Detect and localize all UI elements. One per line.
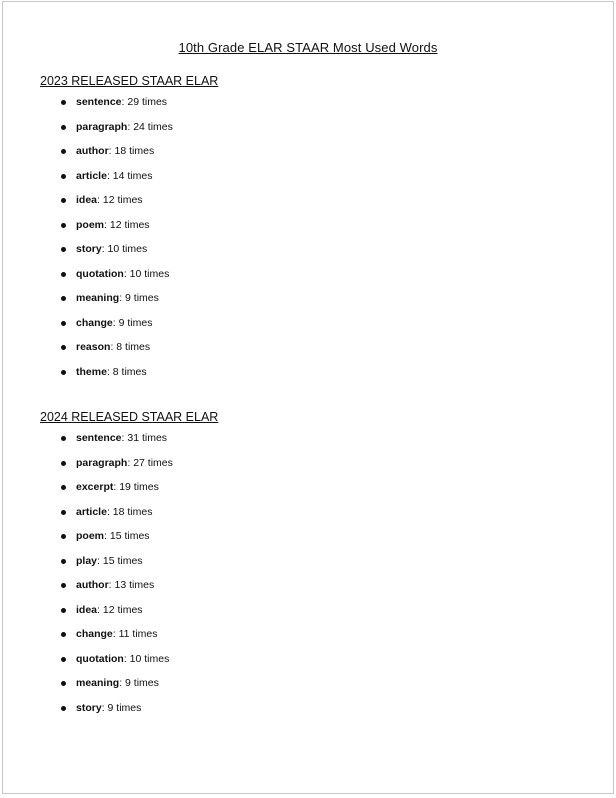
- bullet-icon: [61, 174, 66, 179]
- word-count: : 9 times: [119, 677, 159, 689]
- list-item: [40, 364, 580, 389]
- bullet-icon: [61, 436, 66, 441]
- word-label: play: [76, 554, 98, 567]
- document-title: 10th Grade ELAR STAAR Most Used Words: [178, 40, 438, 55]
- list-item: [40, 266, 580, 291]
- word-count: : 10 times: [101, 243, 148, 255]
- word-count: : 8 times: [106, 365, 147, 378]
- word-label: poem: [76, 530, 105, 542]
- word-count: : 12 times: [97, 194, 143, 206]
- list-item: [40, 290, 580, 315]
- word-count: : 10 times: [123, 267, 170, 280]
- list-item: [40, 217, 580, 242]
- bullet-icon: [61, 461, 66, 466]
- word-label: meaning: [76, 292, 120, 304]
- bullet-icon: [61, 223, 66, 228]
- word-count: : 15 times: [104, 530, 150, 542]
- word-count: : 11 times: [112, 628, 158, 640]
- word-count: : 31 times: [121, 432, 168, 444]
- bullet-icon: [61, 657, 66, 662]
- section-2023: [40, 72, 580, 388]
- bullet-icon: [61, 370, 66, 375]
- word-count: : 9 times: [119, 292, 159, 304]
- list-item: [40, 675, 580, 700]
- word-list: [40, 94, 580, 388]
- word-label: author: [76, 145, 109, 157]
- word-label: idea: [76, 194, 98, 206]
- word-label: excerpt: [76, 481, 114, 493]
- word-label: reason: [76, 341, 111, 353]
- word-label: paragraph: [76, 456, 128, 469]
- list-item: [40, 651, 580, 676]
- bullet-icon: [61, 608, 66, 613]
- bullet-icon: [61, 247, 66, 252]
- list-item: [40, 528, 580, 553]
- document-page: [2, 1, 614, 794]
- bullet-icon: [61, 632, 66, 637]
- list-item: [40, 168, 580, 193]
- bullet-icon: [61, 149, 66, 154]
- list-item: [40, 119, 580, 144]
- list-item: [40, 94, 580, 119]
- word-label: quotation: [76, 267, 124, 280]
- word-label: meaning: [76, 677, 120, 689]
- bullet-icon: [61, 559, 66, 564]
- bullet-icon: [61, 125, 66, 130]
- list-item: [40, 241, 580, 266]
- word-label: article: [76, 505, 107, 518]
- bullet-icon: [61, 321, 66, 326]
- word-label: author: [76, 579, 109, 591]
- list-item: [40, 143, 580, 168]
- word-label: quotation: [76, 652, 124, 665]
- bullet-icon: [61, 485, 66, 490]
- list-item: [40, 479, 580, 504]
- word-count: : 27 times: [127, 456, 173, 469]
- list-item: [40, 553, 580, 578]
- bullet-icon: [61, 296, 66, 301]
- bullet-icon: [61, 345, 66, 350]
- list-item: [40, 602, 580, 627]
- list-item: [40, 455, 580, 480]
- word-label: poem: [76, 218, 105, 231]
- word-label: story: [76, 701, 102, 714]
- word-count: : 14 times: [106, 169, 153, 182]
- bullet-icon: [61, 198, 66, 203]
- word-count: : 12 times: [104, 218, 150, 231]
- bullet-icon: [61, 100, 66, 105]
- word-label: story: [76, 243, 102, 255]
- list-item: [40, 504, 580, 529]
- word-count: : 13 times: [108, 579, 155, 591]
- word-label: article: [76, 169, 107, 182]
- word-count: : 24 times: [127, 120, 173, 133]
- list-item: [40, 430, 580, 455]
- word-count: : 19 times: [113, 481, 159, 493]
- word-count: : 8 times: [110, 341, 151, 353]
- word-count: : 10 times: [123, 652, 170, 665]
- word-label: change: [76, 628, 113, 640]
- bullet-icon: [61, 681, 66, 686]
- word-label: change: [76, 316, 113, 329]
- bullet-icon: [61, 706, 66, 711]
- word-label: sentence: [76, 96, 122, 108]
- list-item: [40, 192, 580, 217]
- word-label: paragraph: [76, 120, 128, 133]
- word-count: : 18 times: [108, 145, 155, 157]
- list-item: [40, 626, 580, 651]
- bullet-icon: [61, 510, 66, 515]
- list-item: [40, 700, 580, 725]
- word-count: : 9 times: [101, 701, 142, 714]
- section-2024: [40, 408, 580, 724]
- list-item: [40, 577, 580, 602]
- word-label: idea: [76, 603, 98, 616]
- word-count: : 9 times: [112, 316, 153, 329]
- bullet-icon: [61, 272, 66, 277]
- bullet-icon: [61, 583, 66, 588]
- word-label: sentence: [76, 432, 122, 444]
- list-item: [40, 339, 580, 364]
- list-item: [40, 315, 580, 340]
- word-count: : 18 times: [106, 505, 153, 518]
- word-count: : 29 times: [121, 96, 168, 108]
- section-heading: 2023 RELEASED STAAR ELAR: [40, 74, 219, 88]
- word-label: theme: [76, 365, 107, 378]
- word-list: [40, 430, 580, 724]
- section-heading: 2024 RELEASED STAAR ELAR: [40, 410, 219, 424]
- word-count: : 12 times: [97, 603, 143, 616]
- bullet-icon: [61, 534, 66, 539]
- word-count: : 15 times: [97, 554, 143, 567]
